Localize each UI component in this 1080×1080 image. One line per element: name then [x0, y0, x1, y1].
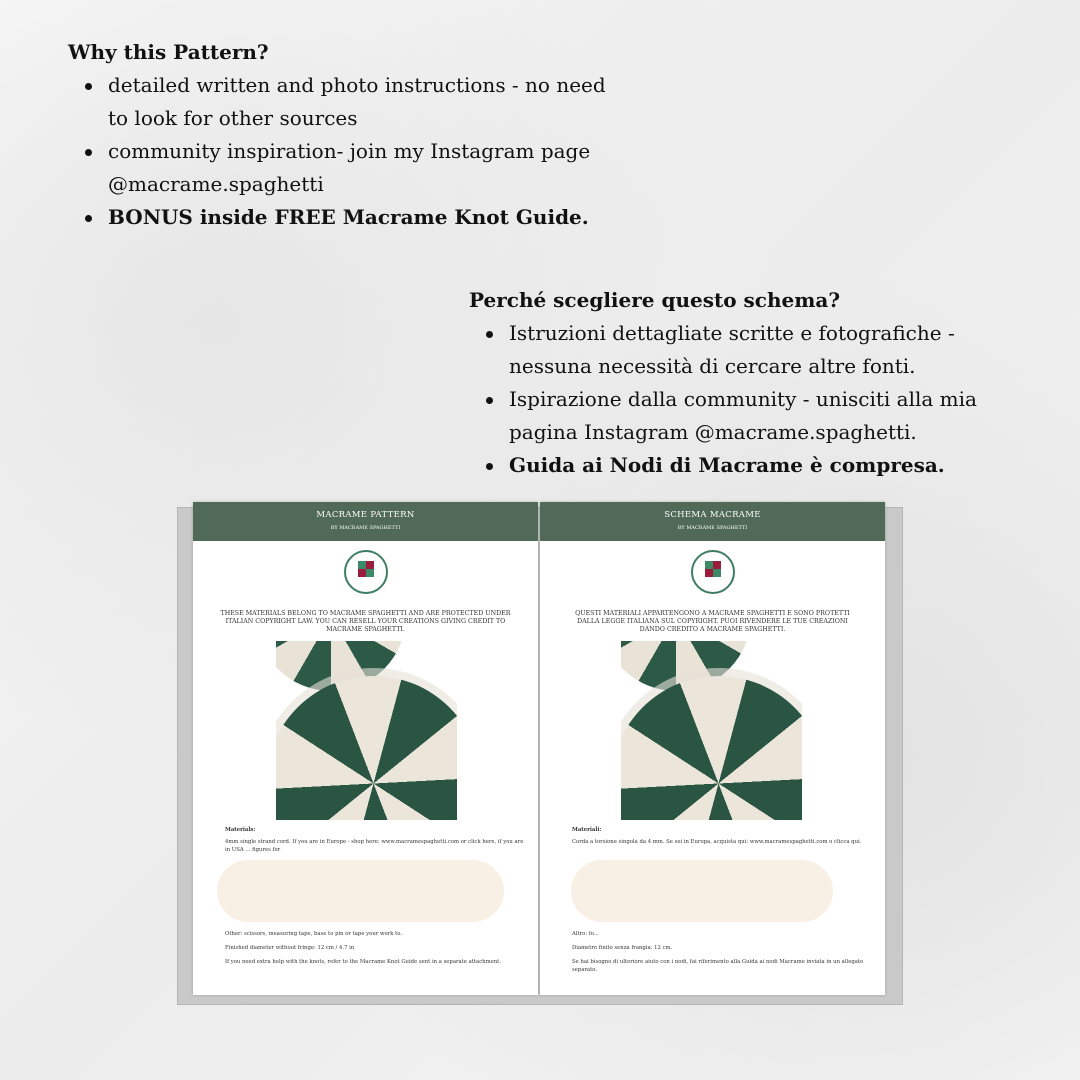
materials-line: 4mm single strand cord. If you are in Europe - shop here: www.macramespaghetti.com or click here, if you are in USA ... figures for [225, 839, 524, 853]
materials-line: Diametro finito senza frangia: 12 cm. [572, 945, 673, 951]
materials-label: Materiali: [572, 827, 602, 833]
redaction-blur [571, 860, 833, 922]
page-subtitle: BY MACRAME SPAGHETTI [330, 525, 401, 531]
pattern-page-english [193, 502, 538, 995]
english-section [68, 36, 608, 234]
italian-bullet: Ispirazione dalla community - unisciti alla mia pagina Instagram @macrame.spaghetti. [509, 383, 1039, 449]
materials-line: Corda a torsione singola da 4 mm. Se sei in Europa, acquista qui: www.macramespaghetti.com o clicca qui. [572, 839, 862, 845]
brand-logo [691, 550, 735, 594]
english-bullet: community inspiration- join my Instagram page @macrame.spaghetti [108, 135, 598, 201]
materials-line: If you need extra help with the knots, refer to the Macrame Knot Guide sent in a separate attachment. [225, 959, 501, 965]
pattern-page-italian [540, 502, 885, 995]
materials-line: Finished diameter without fringe: 12 cm / 4.7 in [225, 945, 355, 951]
italian-heading: Perché scegliere questo schema? [469, 288, 841, 312]
copyright-notice: THESE MATERIALS BELONG TO MACRAME SPAGHETTI AND ARE PROTECTED UNDER ITALIAN COPYRIGHT LAW. YOU CAN RESELL YOUR CREATIONS GIVING CREDIT TO MACRAME SPAGHETTI. [220, 610, 511, 633]
macrame-coaster-photo [276, 641, 457, 820]
english-bullet: detailed written and photo instructions - no need to look for other sources [108, 69, 608, 135]
brand-logo [344, 550, 388, 594]
page-subtitle: BY MACRAME SPAGHETTI [677, 525, 748, 531]
copyright-notice: QUESTI MATERIALI APPARTENGONO A MACRAME SPAGHETTI E SONO PROTETTI DALLA LEGGE ITALIANA SUL COPYRIGHT. PUOI RIVENDERE LE TUE CREAZIONI DANDO CREDITO A MACRAME SPAGHETTI. [575, 610, 850, 633]
materials-line: Altro: fo... [572, 931, 599, 937]
italian-section [469, 284, 1039, 482]
macrame-coaster-photo [621, 641, 802, 820]
materials-line: Other: scissors, measuring tape, base to pin or tape your work to. [225, 931, 403, 937]
redaction-blur [217, 860, 504, 922]
italian-bullet: Istruzioni dettagliate scritte e fotografiche - nessuna necessità di cercare altre fonti. [509, 317, 1039, 383]
english-heading: Why this Pattern? [68, 40, 269, 64]
italian-bullet: Guida ai Nodi di Macrame è compresa. [509, 449, 1039, 482]
page-header [540, 502, 885, 541]
materials-line: Se hai bisogno di ulteriore aiuto con i nodi, fai riferimento alla Guida ai nodi Macrame inviata in un allegato separato. [572, 959, 864, 973]
materials-label: Materials: [225, 827, 256, 833]
english-bullet: BONUS inside FREE Macrame Knot Guide. [108, 201, 608, 234]
page-title: MACRAME PATTERN [316, 510, 415, 520]
page-header [193, 502, 538, 541]
page-title: SCHEMA MACRAME [664, 510, 761, 520]
